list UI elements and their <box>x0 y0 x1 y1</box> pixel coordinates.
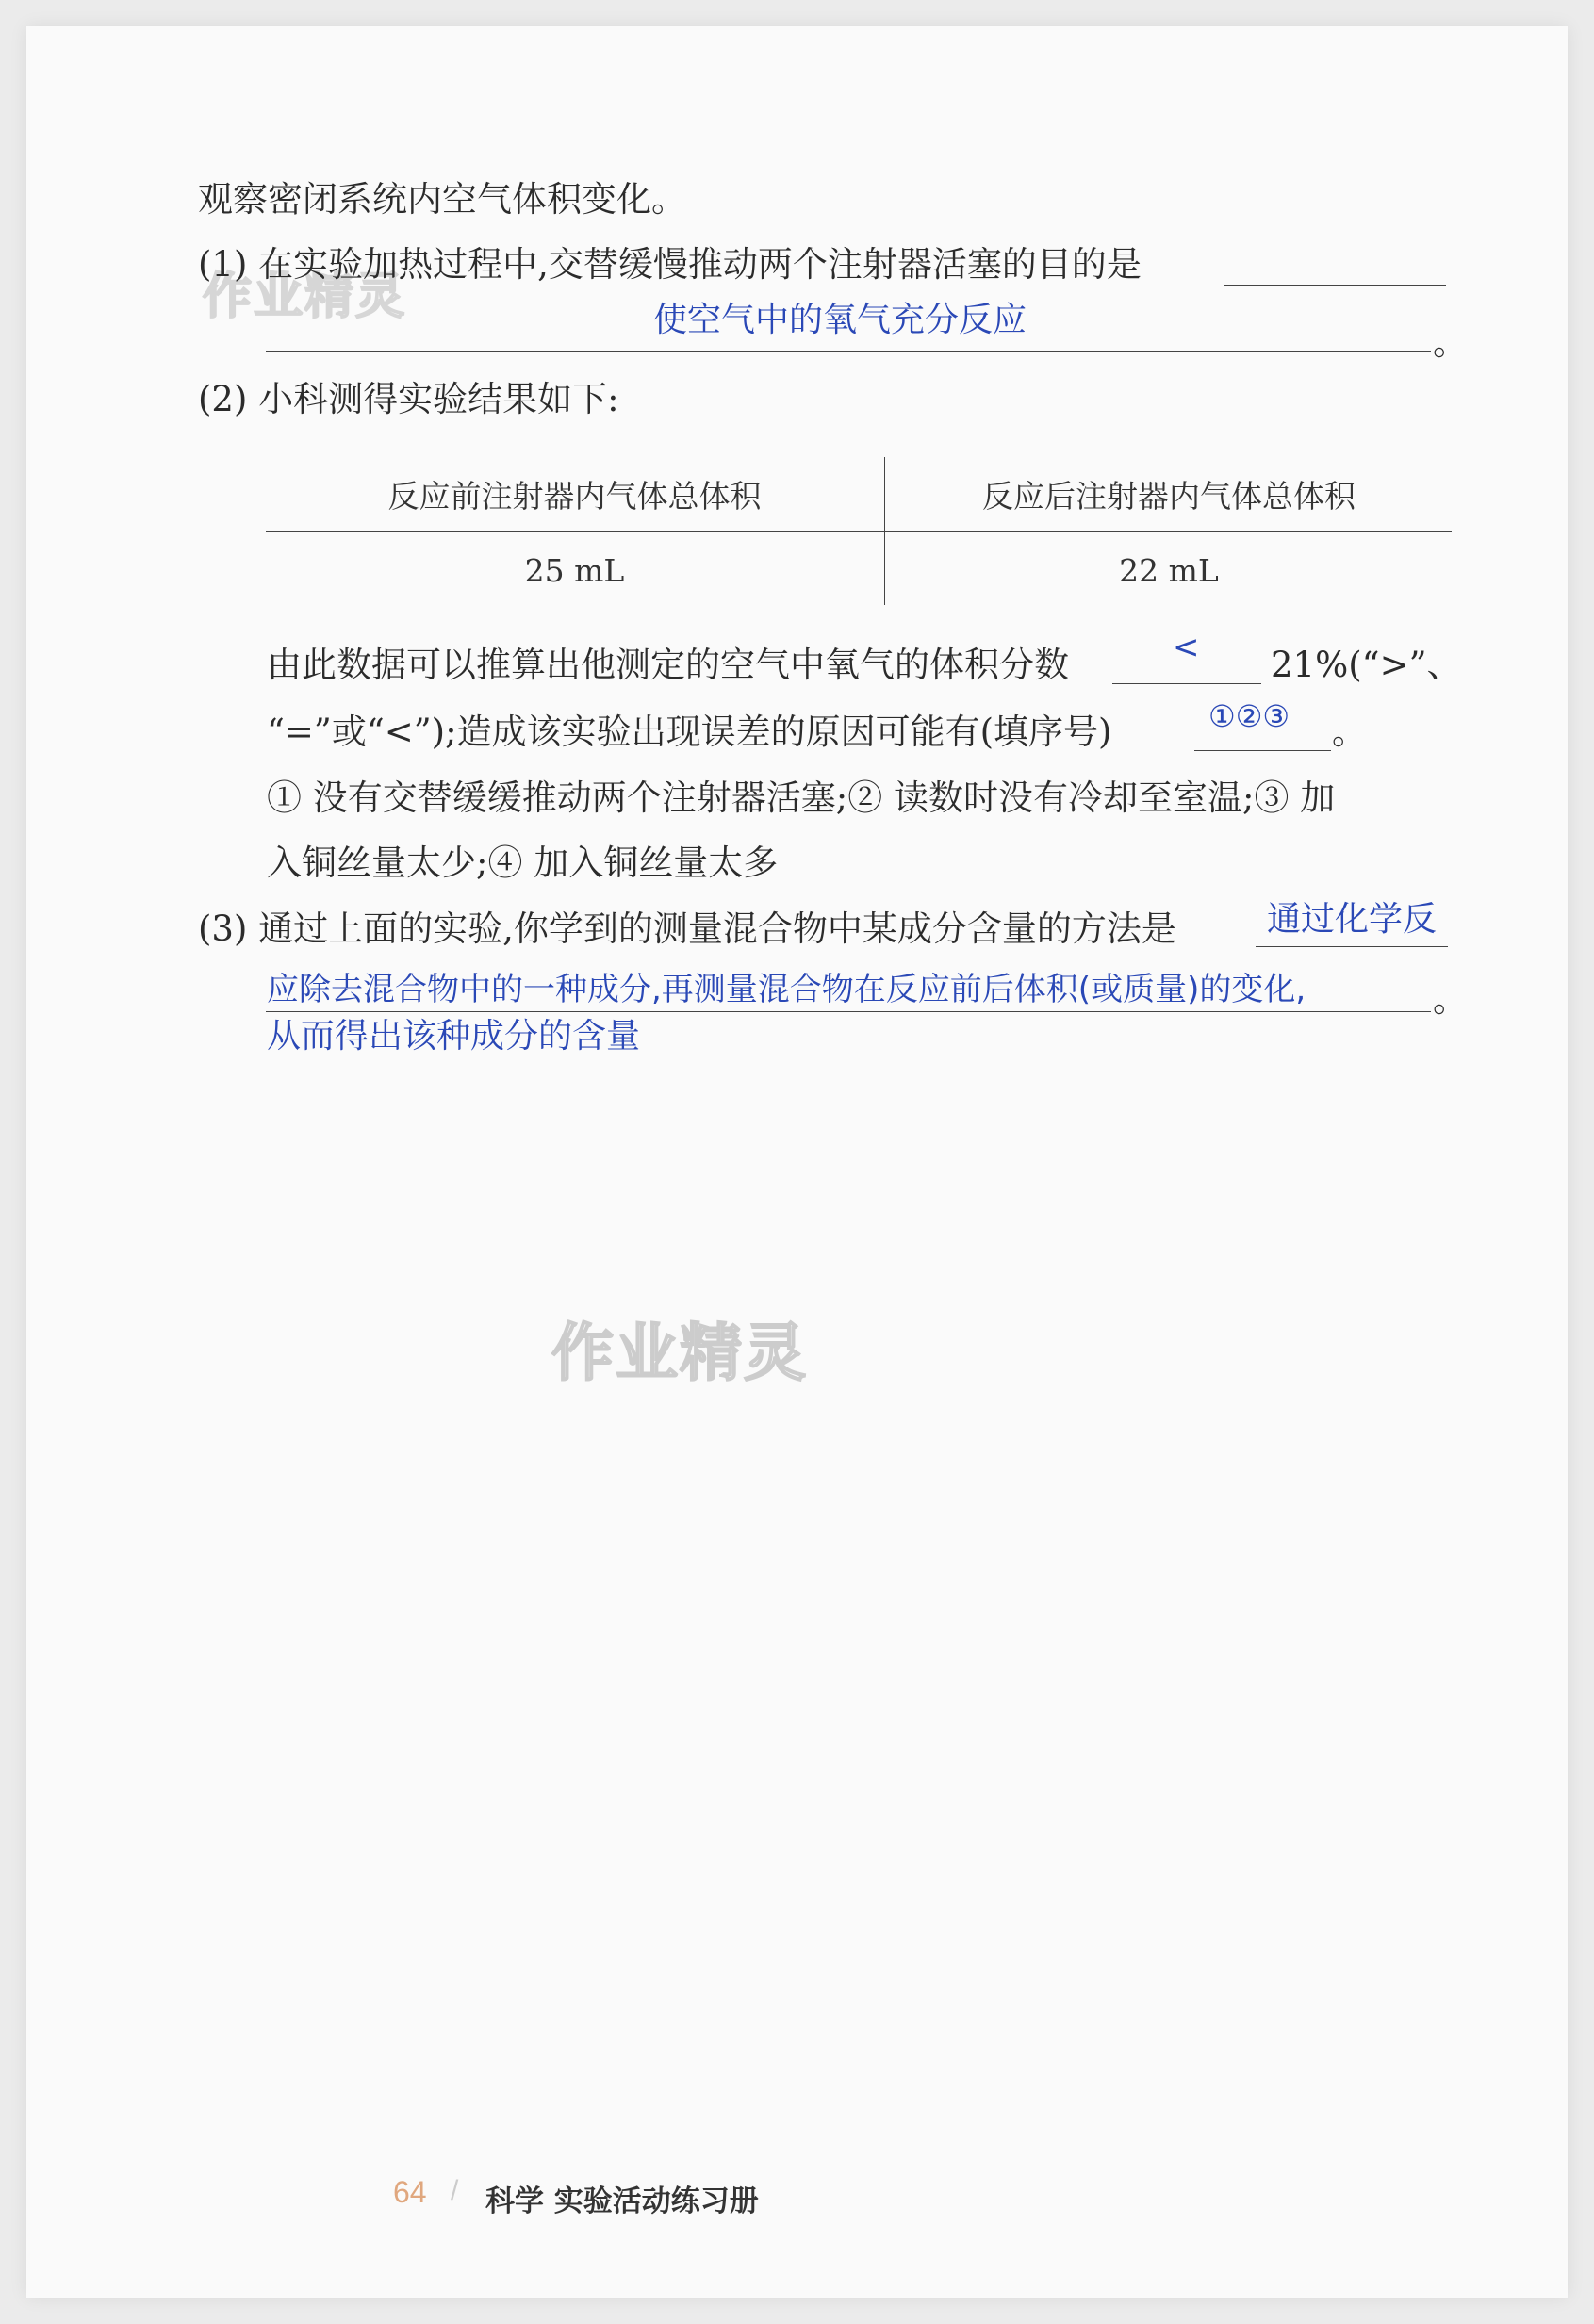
intro-text: 观察密闭系统内空气体积变化。 <box>198 179 686 220</box>
table-header-before: 反应前注射器内气体总体积 <box>387 478 762 515</box>
workbook-page <box>26 26 1568 2298</box>
q3-answer-part3: 从而得出该种成分的含量 <box>267 1017 641 1056</box>
q2-answer-1: < <box>1173 629 1200 666</box>
q3-answer-part2: 应除去混合物中的一种成分,再测量混合物在反应前后体积(或质量)的变化, <box>267 971 1306 1008</box>
footer-separator: / <box>451 2175 459 2206</box>
q1-blank-line-2 <box>266 351 1431 352</box>
q2-blank-2 <box>1194 750 1331 751</box>
table-divider <box>884 457 885 605</box>
q3-prompt: (3) 通过上面的实验,你学到的测量混合物中某成分含量的方法是 <box>198 908 1176 949</box>
q3-blank-line-1 <box>1256 946 1448 947</box>
watermark-center: 作业精灵 <box>551 1317 808 1389</box>
table-header-after: 反应后注射器内气体总体积 <box>982 478 1356 515</box>
table-value-before: 25 mL <box>524 552 625 589</box>
q2-line2-text: “=”或“<”);造成该实验出现误差的原因可能有(填序号) <box>267 712 1112 752</box>
q1-answer: 使空气中的氧气充分反应 <box>653 301 1027 339</box>
watermark-top-left: 作业精灵 <box>203 269 407 325</box>
q2-line2-end: 。 <box>1332 712 1367 752</box>
footer-book-title: 科学 实验活动练习册 <box>485 2185 759 2218</box>
page-number: 64 <box>393 2175 427 2209</box>
q3-end-mark: 。 <box>1433 979 1468 1020</box>
q3-blank-line-2 <box>266 1011 1431 1012</box>
q1-blank-line-1 <box>1224 285 1446 286</box>
q1-end-mark: 。 <box>1433 322 1468 363</box>
q2-blank-1 <box>1112 683 1261 684</box>
q2-line1-text: 由此数据可以推算出他测定的空气中氧气的体积分数 <box>267 645 1069 685</box>
q1-prompt: (1) 在实验加热过程中,交替缓慢推动两个注射器活塞的目的是 <box>198 244 1142 285</box>
q2-options-line1: ① 没有交替缓缓推动两个注射器活塞;② 读数时没有冷却至室温;③ 加 <box>267 777 1336 818</box>
table-rule <box>266 531 1452 532</box>
q2-options-line2: 入铜丝量太少;④ 加入铜丝量太多 <box>267 843 779 883</box>
q2-line1-tail: 21%(“>”、 <box>1271 645 1462 685</box>
q3-answer-part1: 通过化学反 <box>1267 900 1438 939</box>
q2-answer-2: ①②③ <box>1208 698 1290 734</box>
q2-prompt: (2) 小科测得实验结果如下: <box>198 379 619 419</box>
table-value-after: 22 mL <box>1119 552 1219 589</box>
